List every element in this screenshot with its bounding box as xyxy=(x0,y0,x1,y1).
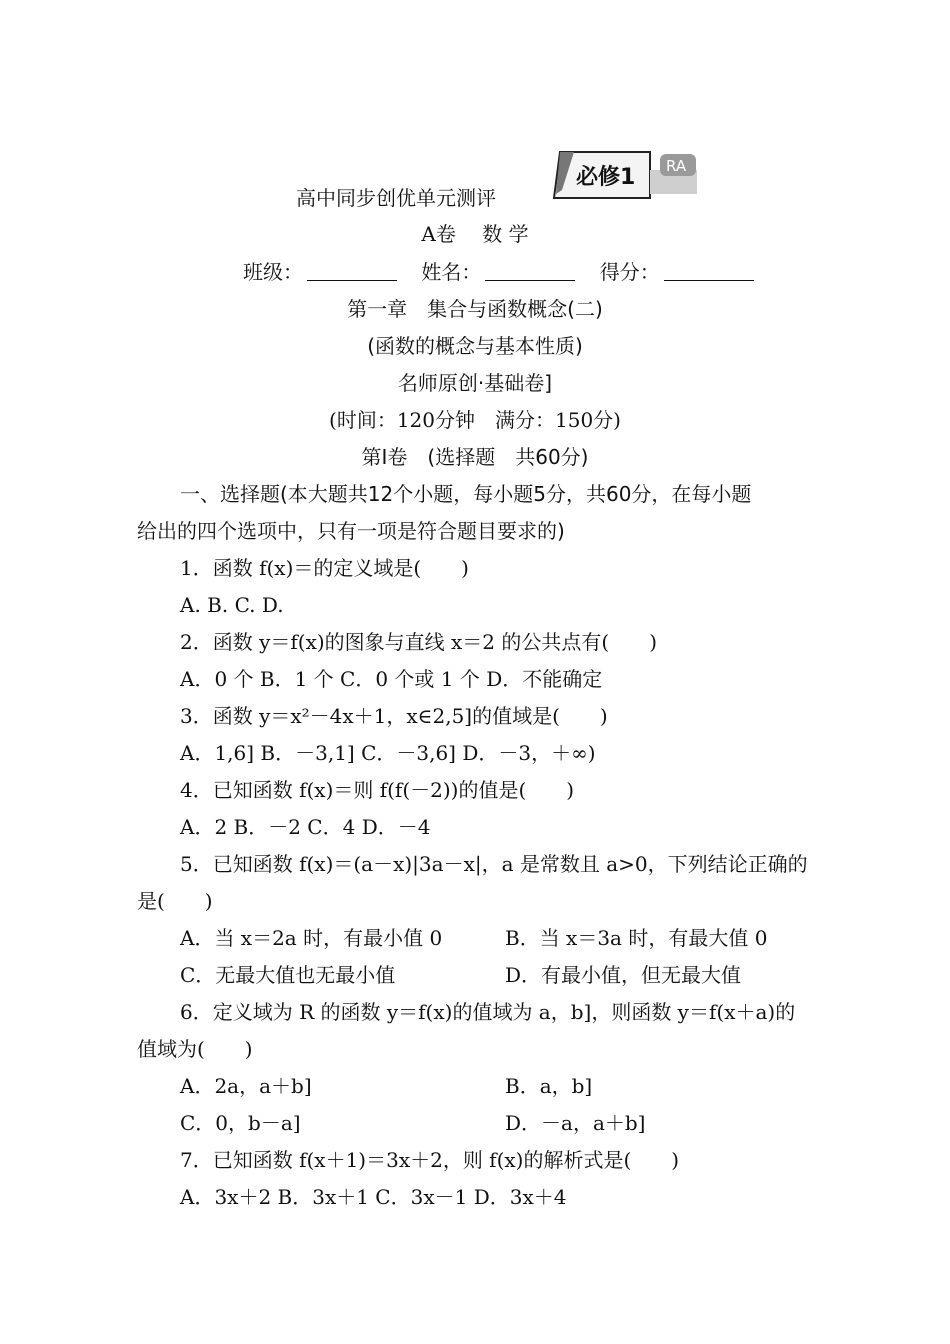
question-5-option-b: B．当 x＝3a 时，有最大值 0 xyxy=(505,926,768,950)
score-label: 得分： xyxy=(599,260,660,284)
name-label: 姓名： xyxy=(421,260,482,284)
class-blank[interactable] xyxy=(307,262,397,281)
student-info-row xyxy=(243,259,772,285)
question-6-option-b: B．a，b] xyxy=(505,1074,593,1098)
chapter-subtitle: (函数的概念与基本性质) xyxy=(367,334,583,358)
question-5-option-d: D．有最小值，但无最大值 xyxy=(505,963,742,987)
section-heading-1: 一、选择题(本大题共12个小题，每小题5分，共60分，在每小题 xyxy=(180,482,752,506)
question-6-option-c: C．0，b－a] xyxy=(180,1111,301,1135)
series-title: 高中同步创优单元测评 xyxy=(296,186,496,210)
paper-type: 名师原创·基础卷] xyxy=(397,371,553,395)
textbook-badge xyxy=(552,150,702,204)
question-7: 7．已知函数 f(x＋1)＝3x＋2，则 f(x)的解析式是( ) xyxy=(180,1148,680,1172)
question-1-options: A. B. C. D. xyxy=(180,593,284,617)
question-2-options: A．0 个 B．1 个 C．0 个或 1 个 D．不能确定 xyxy=(180,667,603,691)
score-blank[interactable] xyxy=(664,262,754,281)
volume-title: A卷 数 学 xyxy=(421,222,529,246)
question-2: 2．函数 y＝f(x)的图象与直线 x＝2 的公共点有( ) xyxy=(180,630,657,654)
class-label: 班级： xyxy=(243,260,303,284)
question-4: 4．已知函数 f(x)＝则 f(f(－2))的值是( ) xyxy=(180,778,575,802)
question-5-option-c: C．无最大值也无最小值 xyxy=(180,963,396,987)
question-5-cont: 是( ) xyxy=(137,889,213,913)
question-1: 1．函数 f(x)＝的定义域是( ) xyxy=(180,556,469,580)
name-blank[interactable] xyxy=(485,262,575,281)
question-3-options: A．1,6] B．－3,1] C．－3,6] D．－3，＋∞) xyxy=(180,741,596,765)
chapter-title: 第一章 集合与函数概念(二) xyxy=(347,297,603,321)
part-title: 第Ⅰ卷 (选择题 共60分) xyxy=(361,445,589,469)
question-7-options: A．3x＋2 B．3x＋1 C．3x－1 D．3x＋4 xyxy=(180,1185,567,1209)
question-5: 5．已知函数 f(x)＝(a－x)|3a－x|，a 是常数且 a>0，下列结论正确的 xyxy=(180,852,808,876)
badge-tag: RA xyxy=(666,157,687,175)
section-heading-2: 给出的四个选项中，只有一项是符合题目要求的) xyxy=(137,519,565,543)
question-3: 3．函数 y＝x²－4x＋1，x∈2,5]的值域是( ) xyxy=(180,704,608,728)
question-6-option-a: A．2a，a＋b] xyxy=(180,1074,312,1098)
question-5-option-a: A．当 x＝2a 时，有最小值 0 xyxy=(180,926,443,950)
question-6: 6．定义域为 R 的函数 y＝f(x)的值域为 a，b]，则函数 y＝f(x＋a)的 xyxy=(180,1000,796,1024)
question-4-options: A．2 B．－2 C．4 D．－4 xyxy=(180,815,431,839)
time-info: (时间：120分钟 满分：150分) xyxy=(329,408,621,432)
badge-label: 必修1 xyxy=(576,165,636,190)
question-6-cont: 值域为( ) xyxy=(137,1037,253,1061)
question-6-option-d: D．－a，a＋b] xyxy=(505,1111,646,1135)
